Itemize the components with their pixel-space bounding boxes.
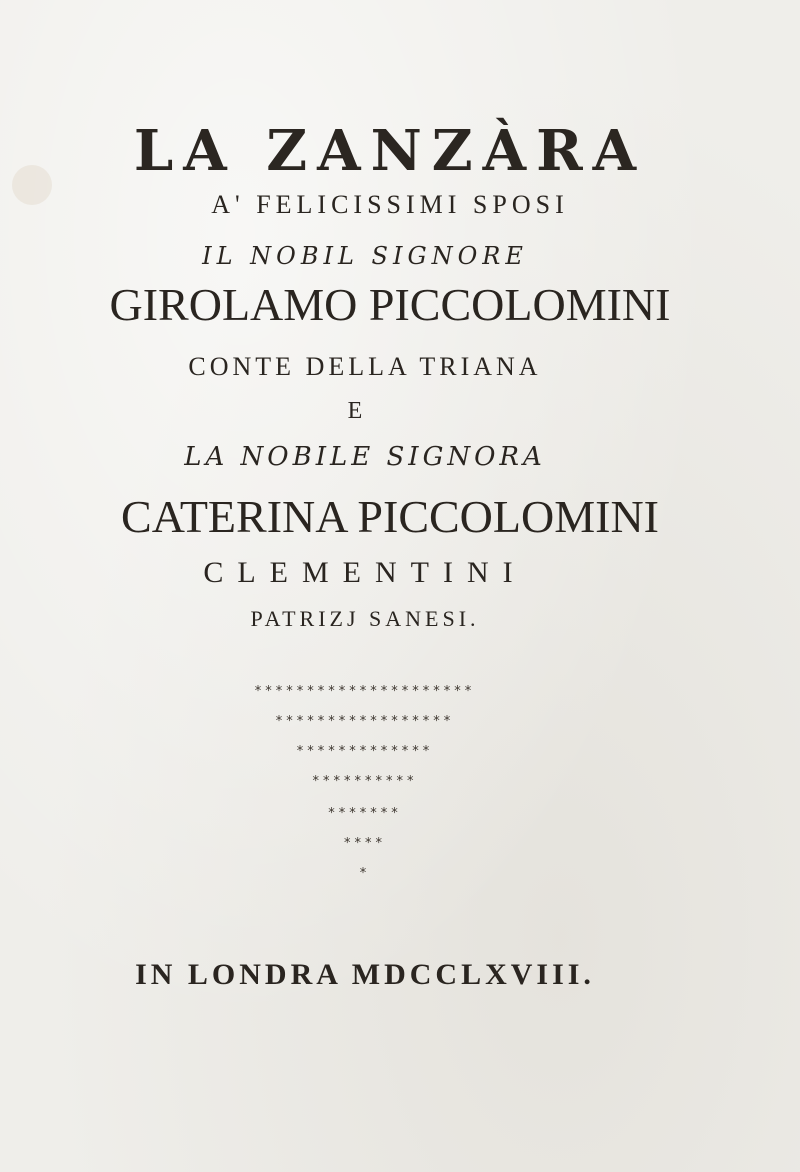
dedication-line: A' FELICISSIMI SPOSI: [211, 190, 569, 219]
ornament-row: *******: [328, 806, 402, 821]
bride-surname: CLEMENTINI: [203, 556, 527, 589]
nobile-signora-line: LA NOBILE SIGNORA: [184, 442, 546, 472]
ornament-row: *: [359, 866, 371, 881]
ornament-row: *********************: [254, 684, 476, 699]
imprint-line: IN LONDRA MDCCLXVIII.: [135, 958, 595, 991]
nobil-signore-line: IL NOBIL SIGNORE: [202, 242, 528, 270]
ornament-row: ****: [344, 836, 386, 851]
ornament-row: **********: [312, 774, 418, 789]
bride-name: CATERINA PICCOLOMINI: [121, 491, 659, 542]
groom-name: GIROLAMO PICCOLOMINI: [109, 279, 671, 330]
origin-line: PATRIZJ SANESI.: [250, 606, 480, 631]
ornament-row: *****************: [275, 714, 455, 729]
book-title: LA ZANZÀRA: [133, 118, 647, 184]
conjunction: E: [347, 398, 363, 424]
groom-title: CONTE DELLA TRIANA: [188, 352, 542, 381]
ornament-row: *************: [296, 744, 434, 759]
